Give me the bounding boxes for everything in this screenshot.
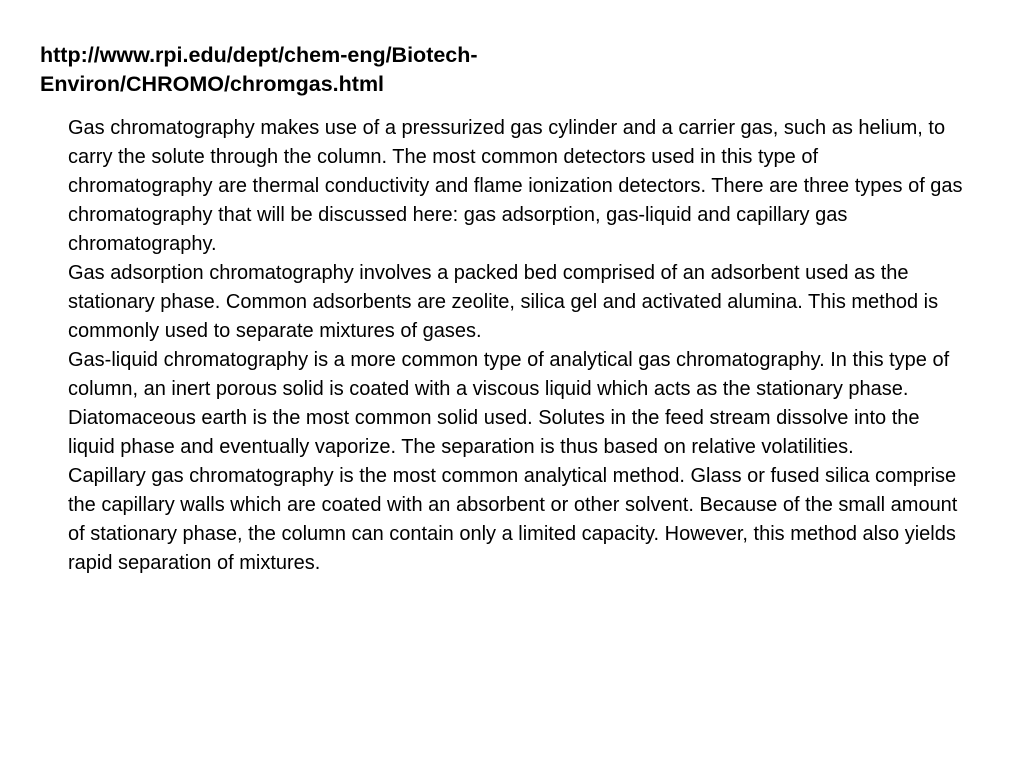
slide-body <box>68 114 968 578</box>
paragraph-gas-adsorption: Gas adsorption chromatography involves a packed bed comprised of an adsorbent used as the stationary phase. Common adsorbents are zeolite, silica gel and activated alumina. This method is commonly used to separate mixtures of gases. <box>68 262 939 342</box>
paragraph-capillary-gas: Capillary gas chromatography is the most common analytical method. Glass or fused silica comprise the capillary walls which are coated with an absorbent or other solvent. Because of the small amount of stationary phase, the column can contain only a limited capacity. However, this method also yields rapid separation of mixtures. <box>68 465 958 574</box>
slide-title: http://www.rpi.edu/dept/chem-eng/Biotech-Environ/CHROMO/chromgas.html <box>40 43 478 96</box>
paragraph-gas-liquid: Gas-liquid chromatography is a more common type of analytical gas chromatography. In this type of column, an inert porous solid is coated with a viscous liquid which acts as the stationary phase. Diatomaceous earth is the most common solid used. Solutes in the feed stream dissolve into the liquid phase and eventually vaporize. The separation is thus based on relative volatilities. <box>68 349 950 458</box>
paragraph-gas-chromatography-intro: Gas chromatography makes use of a pressurized gas cylinder and a carrier gas, such as helium, to carry the solute through the column. The most common detectors used in this type of chromatography are thermal conductivity and flame ionization detectors. There are three types of gas chromatography that will be discussed here: gas adsorption, gas-liquid and capillary gas chromatography. <box>68 117 963 255</box>
